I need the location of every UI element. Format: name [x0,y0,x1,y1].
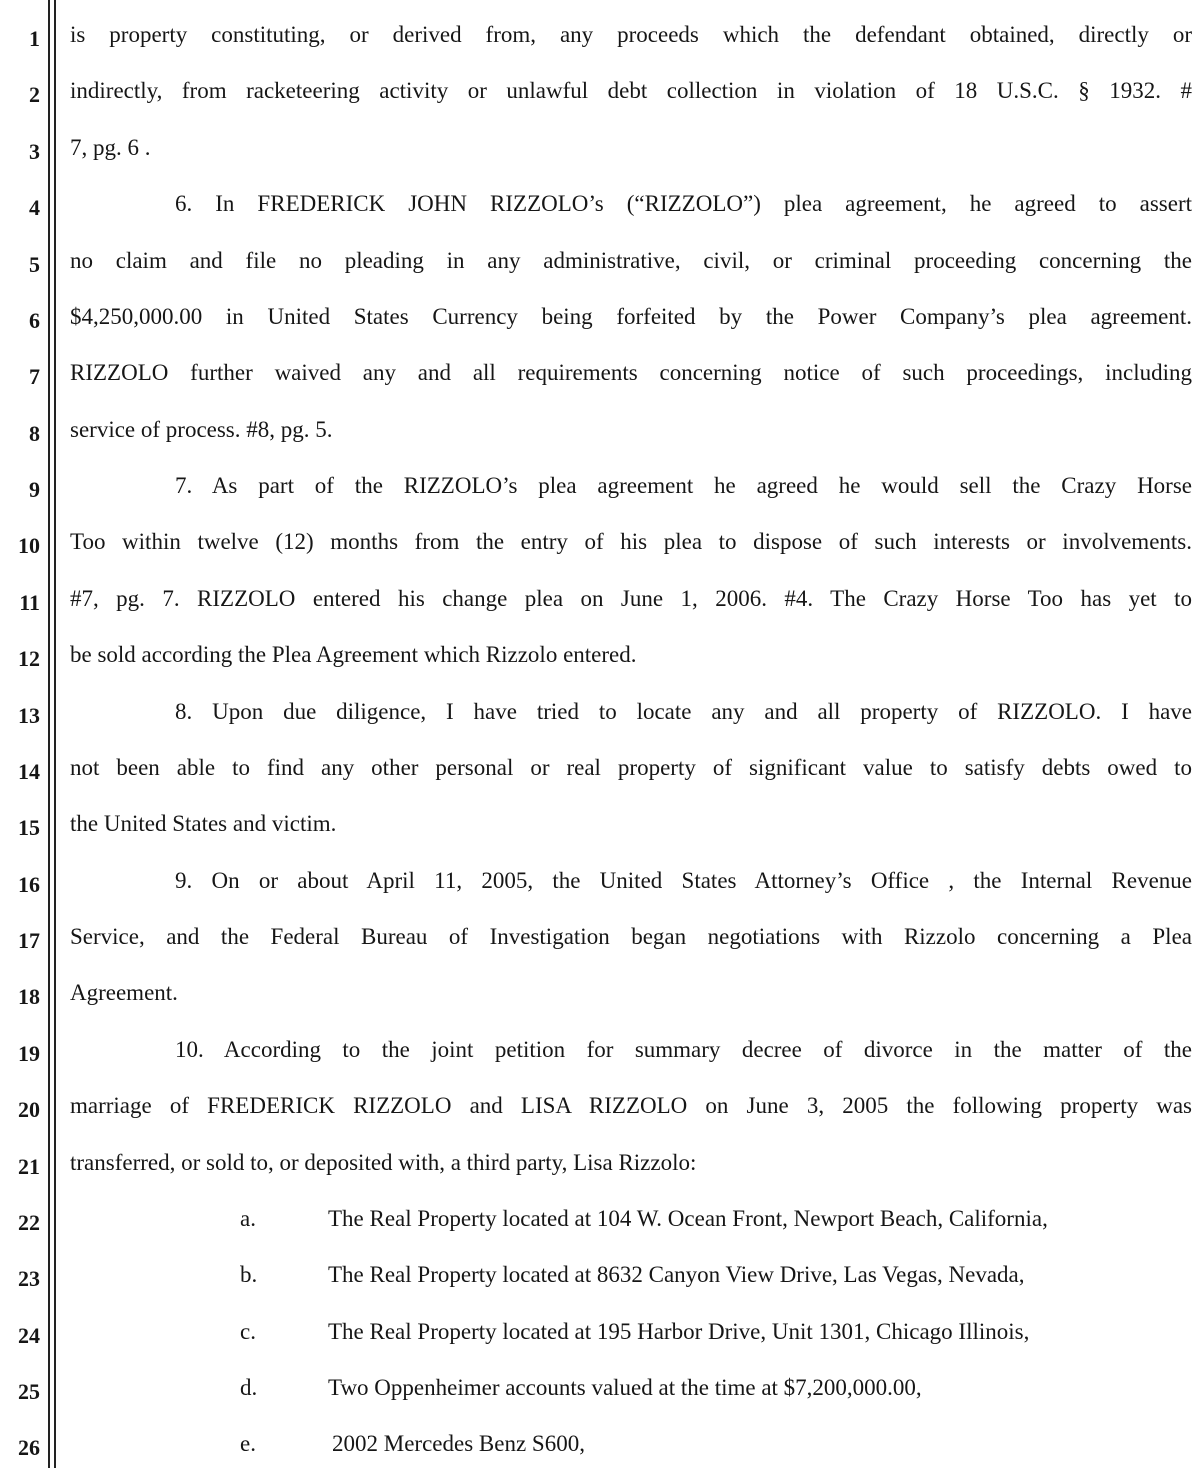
body-line: service of process. #8, pg. 5. [70,417,333,442]
item-letter: a. [240,1206,256,1231]
paragraph-10-start: 10. According to the joint petition for summary decree of divorce in the matter of the [175,1037,1192,1062]
item-letter: c. [240,1319,256,1344]
paragraph-7-start: 7. As part of the RIZZOLO’s plea agreement he agreed he would sell the Crazy Horse [175,473,1192,498]
body-line: #7, pg. 7. RIZZOLO entered his change plea on June 1, 2006. #4. The Crazy Horse Too has yet to [70,586,1192,611]
body-line: $4,250,000.00 in United States Currency being forfeited by the Power Company’s plea agreement. [70,304,1192,329]
body-line: transferred, or sold to, or deposited with, a third party, Lisa Rizzolo: [70,1150,697,1175]
item-text: The Real Property located at 8632 Canyon View Drive, Las Vegas, Nevada, [328,1262,1025,1287]
line-number: 14 [18,759,40,784]
line-number: 20 [18,1097,40,1122]
line-number: 18 [18,984,40,1009]
paragraph-8-start: 8. Upon due diligence, I have tried to locate any and all property of RIZZOLO. I have [175,699,1192,724]
item-text: 2002 Mercedes Benz S600, [332,1431,585,1456]
item-letter: b. [240,1262,258,1287]
margin-rule-left [48,0,50,1468]
line-number: 23 [18,1266,40,1291]
line-number: 11 [19,590,40,615]
line-number: 5 [29,252,40,277]
line-number: 25 [18,1379,40,1404]
line-number: 17 [18,928,40,953]
line-number: 13 [18,703,40,728]
body-line: RIZZOLO further waived any and all requirements concerning notice of such proceedings, including [70,360,1192,385]
margin-rule-right [54,0,56,1468]
line-number: 8 [29,421,40,446]
line-number: 10 [18,533,40,558]
paragraph-6-start: 6. In FREDERICK JOHN RIZZOLO’s (“RIZZOLO”) plea agreement, he agreed to assert [175,191,1192,216]
line-number: 22 [18,1210,40,1235]
item-letter: e. [240,1431,256,1456]
line-number: 15 [18,815,40,840]
line-number: 3 [29,139,40,164]
line-number: 21 [18,1154,40,1179]
body-line: not been able to find any other personal or real property of significant value to satisfy debts owed to [70,755,1192,780]
line-number: 7 [29,364,40,389]
body-line: no claim and file no pleading in any administrative, civil, or criminal proceeding concerning the [70,248,1192,273]
line-number: 2 [29,82,40,107]
line-number: 6 [29,308,40,333]
line-number: 12 [18,646,40,671]
item-letter: d. [240,1375,258,1400]
body-line: marriage of FREDERICK RIZZOLO and LISA RIZZOLO on June 3, 2005 the following property was [70,1093,1192,1118]
line-number: 16 [18,872,40,897]
body-line: be sold according the Plea Agreement which Rizzolo entered. [70,642,637,667]
body-line: Service, and the Federal Bureau of Investigation began negotiations with Rizzolo concerning a Plea [70,924,1192,949]
body-line: Too within twelve (12) months from the entry of his plea to dispose of such interests or involvements. [70,529,1192,554]
item-text: Two Oppenheimer accounts valued at the time at $7,200,000.00, [328,1375,922,1400]
body-line: Agreement. [70,980,178,1005]
line-number: 9 [29,477,40,502]
item-text: The Real Property located at 195 Harbor Drive, Unit 1301, Chicago Illinois, [328,1319,1030,1344]
line-number: 24 [18,1323,40,1348]
paragraph-9-start: 9. On or about April 11, 2005, the United States Attorney’s Office , the Internal Revenue [175,868,1192,893]
body-line: is property constituting, or derived from, any proceeds which the defendant obtained, directly or [70,22,1192,47]
item-text: The Real Property located at 104 W. Ocean Front, Newport Beach, California, [328,1206,1048,1231]
body-line: the United States and victim. [70,811,337,836]
body-line: 7, pg. 6 . [70,135,151,160]
line-number: 19 [18,1041,40,1066]
body-line: indirectly, from racketeering activity or unlawful debt collection in violation of 18 U.S.C. § 1932. # [70,78,1192,103]
line-number: 26 [18,1435,40,1460]
line-number: 4 [29,195,40,220]
line-number: 1 [29,26,40,51]
